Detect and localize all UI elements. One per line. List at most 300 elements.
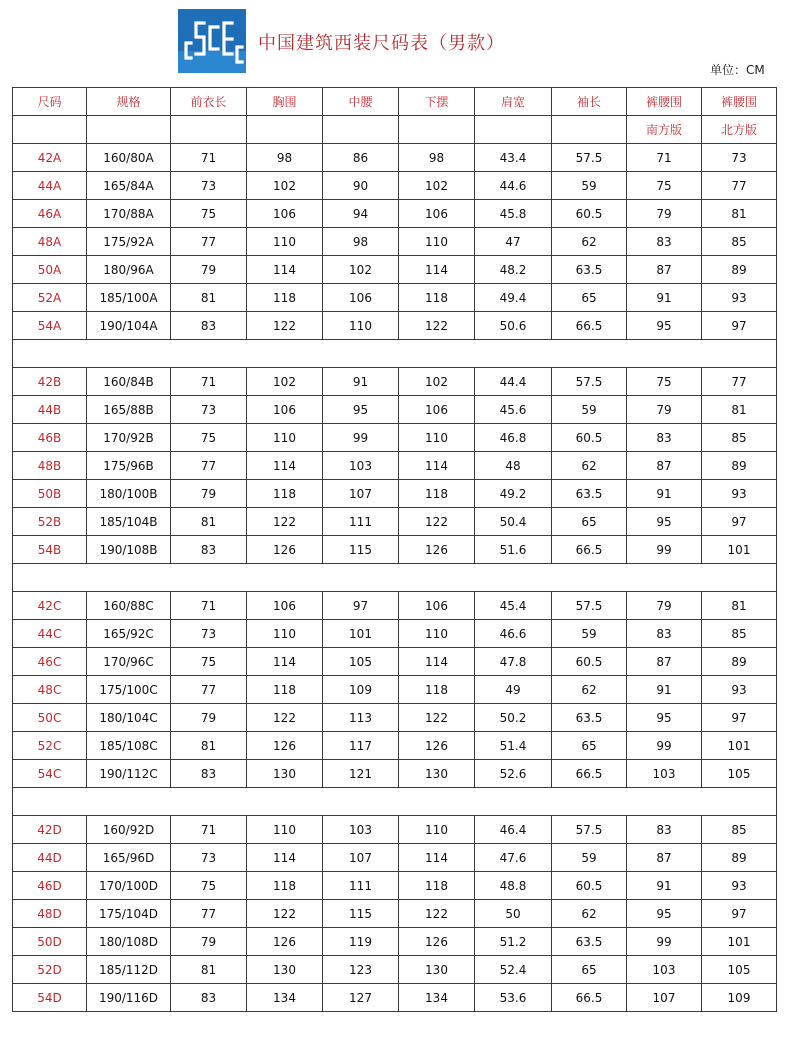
cell-mid-waist: 111: [323, 872, 399, 900]
table-row: [13, 480, 777, 508]
cell-front-length: 83: [171, 984, 247, 1012]
table-row: [13, 900, 777, 928]
cell-sleeve: 66.5: [552, 536, 627, 564]
table-row: [13, 620, 777, 648]
cell-size: 52B: [13, 508, 87, 536]
cell-size: 44D: [13, 844, 87, 872]
cell-mid-waist: 110: [323, 312, 399, 340]
cell-chest: 110: [247, 620, 323, 648]
table-row: [13, 648, 777, 676]
cell-sleeve: 65: [552, 508, 627, 536]
cell-size: 46D: [13, 872, 87, 900]
cell-sleeve: 62: [552, 228, 627, 256]
cell-pants-waist-south: 95: [627, 508, 702, 536]
cell-spec: 170/96C: [87, 648, 171, 676]
cell-front-length: 73: [171, 172, 247, 200]
cell-hem: 118: [399, 676, 475, 704]
cell-chest: 126: [247, 536, 323, 564]
cell-pants-waist-south: 南方版: [627, 116, 702, 144]
cell-pants-waist-south: 95: [627, 900, 702, 928]
cell-pants-waist-south: 99: [627, 732, 702, 760]
cell-shoulder: 47.8: [475, 648, 552, 676]
cell-pants-waist-north: 85: [702, 816, 777, 844]
cell-spec: 180/96A: [87, 256, 171, 284]
cell-pants-waist-south: 83: [627, 424, 702, 452]
cell-chest: 110: [247, 228, 323, 256]
cell-front-length: 75: [171, 872, 247, 900]
cell-front-length: 79: [171, 480, 247, 508]
cell-size: 48C: [13, 676, 87, 704]
cell-size: 尺码: [13, 88, 87, 116]
cell-front-length: 77: [171, 228, 247, 256]
cell-spec: 185/100A: [87, 284, 171, 312]
cell-sleeve: 66.5: [552, 312, 627, 340]
cell-shoulder: 50: [475, 900, 552, 928]
cell-mid-waist: 103: [323, 452, 399, 480]
cell-pants-waist-north: 81: [702, 396, 777, 424]
cell-front-length: 81: [171, 732, 247, 760]
cell-size: 44A: [13, 172, 87, 200]
cell-spec: 175/100C: [87, 676, 171, 704]
cell-pants-waist-north: 97: [702, 312, 777, 340]
cell-front-length: [171, 116, 247, 144]
cell-pants-waist-south: 91: [627, 676, 702, 704]
cell-mid-waist: 115: [323, 900, 399, 928]
cell-chest: 106: [247, 592, 323, 620]
table-row: [13, 256, 777, 284]
cell-hem: 110: [399, 816, 475, 844]
cell-shoulder: 46.8: [475, 424, 552, 452]
cell-mid-waist: 123: [323, 956, 399, 984]
subheader-row: [13, 116, 777, 144]
cell-hem: 114: [399, 844, 475, 872]
cell-size: 46C: [13, 648, 87, 676]
cell-size: [13, 116, 87, 144]
cell-chest: 122: [247, 704, 323, 732]
table-row: [13, 284, 777, 312]
cell-pants-waist-north: 101: [702, 928, 777, 956]
cell-front-length: 79: [171, 928, 247, 956]
cell-pants-waist-south: 87: [627, 256, 702, 284]
table-row: [13, 732, 777, 760]
cell-pants-waist-north: 109: [702, 984, 777, 1012]
cell-pants-waist-south: 87: [627, 844, 702, 872]
cell-pants-waist-north: 97: [702, 508, 777, 536]
page-title: 中国建筑西装尺码表（男款）: [258, 33, 505, 54]
cell-front-length: 73: [171, 396, 247, 424]
size-table: [12, 87, 777, 1012]
cell-spec: 180/108D: [87, 928, 171, 956]
cell-pants-waist-south: 95: [627, 312, 702, 340]
cell-pants-waist-south: 83: [627, 228, 702, 256]
table-row: [13, 424, 777, 452]
cell-spec: 165/96D: [87, 844, 171, 872]
cell-size: 54A: [13, 312, 87, 340]
cell-size: 52A: [13, 284, 87, 312]
cell-sleeve: 62: [552, 676, 627, 704]
cell-size: 48D: [13, 900, 87, 928]
cell-spec: 175/96B: [87, 452, 171, 480]
cell-hem: 122: [399, 900, 475, 928]
cell-spec: 160/88C: [87, 592, 171, 620]
group-separator-row: [13, 788, 777, 816]
cell-pants-waist-south: 99: [627, 928, 702, 956]
cell-pants-waist-north: 101: [702, 732, 777, 760]
cell-front-length: 81: [171, 284, 247, 312]
separator-cell: [13, 340, 777, 368]
cell-pants-waist-north: 101: [702, 536, 777, 564]
cell-mid-waist: 113: [323, 704, 399, 732]
cell-pants-waist-north: 89: [702, 256, 777, 284]
cell-sleeve: 66.5: [552, 984, 627, 1012]
cell-mid-waist: 115: [323, 536, 399, 564]
cell-shoulder: 46.4: [475, 816, 552, 844]
cell-mid-waist: 111: [323, 508, 399, 536]
cell-chest: 118: [247, 872, 323, 900]
cell-hem: [399, 116, 475, 144]
cell-size: 44B: [13, 396, 87, 424]
cell-pants-waist-south: 83: [627, 620, 702, 648]
cell-pants-waist-south: 107: [627, 984, 702, 1012]
cell-mid-waist: 中腰: [323, 88, 399, 116]
cell-pants-waist-south: 裤腰围: [627, 88, 702, 116]
cell-hem: 114: [399, 648, 475, 676]
table-row: [13, 844, 777, 872]
cell-sleeve: 62: [552, 900, 627, 928]
cell-spec: 165/92C: [87, 620, 171, 648]
cell-hem: 130: [399, 760, 475, 788]
cell-front-length: 79: [171, 704, 247, 732]
cell-shoulder: 48: [475, 452, 552, 480]
cell-sleeve: 65: [552, 956, 627, 984]
cell-size: 46A: [13, 200, 87, 228]
cell-pants-waist-north: 105: [702, 956, 777, 984]
cell-sleeve: 60.5: [552, 200, 627, 228]
table-row: [13, 956, 777, 984]
cell-size: 48A: [13, 228, 87, 256]
cell-shoulder: 49: [475, 676, 552, 704]
cell-chest: 106: [247, 200, 323, 228]
cell-hem: 134: [399, 984, 475, 1012]
cell-hem: 106: [399, 396, 475, 424]
cell-front-length: 75: [171, 648, 247, 676]
cell-front-length: 83: [171, 536, 247, 564]
cell-spec: 180/100B: [87, 480, 171, 508]
cell-chest: 110: [247, 424, 323, 452]
cell-pants-waist-north: 93: [702, 676, 777, 704]
cell-sleeve: 65: [552, 284, 627, 312]
cell-hem: 114: [399, 256, 475, 284]
table-row: [13, 760, 777, 788]
cell-pants-waist-north: 93: [702, 480, 777, 508]
cell-pants-waist-north: 93: [702, 284, 777, 312]
cell-spec: 190/112C: [87, 760, 171, 788]
cell-hem: 118: [399, 284, 475, 312]
cell-chest: 118: [247, 676, 323, 704]
cell-pants-waist-south: 79: [627, 396, 702, 424]
cell-hem: 126: [399, 536, 475, 564]
table-row: [13, 928, 777, 956]
cell-pants-waist-south: 87: [627, 452, 702, 480]
table-row: [13, 872, 777, 900]
cell-chest: 130: [247, 760, 323, 788]
cell-shoulder: 46.6: [475, 620, 552, 648]
cell-mid-waist: 107: [323, 480, 399, 508]
cell-pants-waist-north: 81: [702, 200, 777, 228]
cell-front-length: 83: [171, 312, 247, 340]
cell-size: 54C: [13, 760, 87, 788]
table-row: [13, 816, 777, 844]
cell-shoulder: 48.8: [475, 872, 552, 900]
cell-mid-waist: 103: [323, 816, 399, 844]
cell-sleeve: 63.5: [552, 256, 627, 284]
cell-spec: 160/84B: [87, 368, 171, 396]
cell-hem: 118: [399, 480, 475, 508]
cell-sleeve: 63.5: [552, 704, 627, 732]
cell-pants-waist-south: 71: [627, 144, 702, 172]
cell-mid-waist: 101: [323, 620, 399, 648]
cell-shoulder: 44.4: [475, 368, 552, 396]
cell-chest: 122: [247, 900, 323, 928]
group-separator-row: [13, 564, 777, 592]
cell-shoulder: 53.6: [475, 984, 552, 1012]
cell-pants-waist-south: 87: [627, 648, 702, 676]
cell-mid-waist: 91: [323, 368, 399, 396]
cell-hem: 98: [399, 144, 475, 172]
cell-mid-waist: 90: [323, 172, 399, 200]
cell-hem: 126: [399, 928, 475, 956]
cell-chest: 126: [247, 732, 323, 760]
cell-hem: 110: [399, 620, 475, 648]
cell-sleeve: 66.5: [552, 760, 627, 788]
cell-hem: 下摆: [399, 88, 475, 116]
table-row: [13, 536, 777, 564]
cell-shoulder: 52.6: [475, 760, 552, 788]
cell-spec: 170/88A: [87, 200, 171, 228]
table-row: [13, 312, 777, 340]
cell-spec: 190/104A: [87, 312, 171, 340]
cell-sleeve: 59: [552, 396, 627, 424]
cell-chest: 102: [247, 368, 323, 396]
cell-shoulder: 49.2: [475, 480, 552, 508]
cell-pants-waist-north: 93: [702, 872, 777, 900]
cell-front-length: 77: [171, 452, 247, 480]
cell-pants-waist-north: 97: [702, 900, 777, 928]
cell-pants-waist-south: 103: [627, 760, 702, 788]
cell-pants-waist-north: 77: [702, 368, 777, 396]
unit-label: 单位：CM: [710, 63, 765, 77]
cell-front-length: 75: [171, 424, 247, 452]
cell-spec: 180/104C: [87, 704, 171, 732]
cell-pants-waist-south: 103: [627, 956, 702, 984]
cell-pants-waist-north: 85: [702, 228, 777, 256]
group-separator-row: [13, 340, 777, 368]
cell-pants-waist-north: 81: [702, 592, 777, 620]
cell-front-length: 73: [171, 844, 247, 872]
cell-size: 54B: [13, 536, 87, 564]
cell-spec: 175/104D: [87, 900, 171, 928]
cell-chest: 126: [247, 928, 323, 956]
cell-shoulder: 44.6: [475, 172, 552, 200]
cell-sleeve: 57.5: [552, 816, 627, 844]
cell-hem: 122: [399, 704, 475, 732]
cell-pants-waist-south: 91: [627, 284, 702, 312]
cell-size: 48B: [13, 452, 87, 480]
cell-spec: [87, 116, 171, 144]
cell-pants-waist-north: 77: [702, 172, 777, 200]
cell-mid-waist: 94: [323, 200, 399, 228]
cell-chest: 114: [247, 648, 323, 676]
cell-sleeve: 65: [552, 732, 627, 760]
cell-mid-waist: 121: [323, 760, 399, 788]
cell-sleeve: 57.5: [552, 592, 627, 620]
cell-mid-waist: 106: [323, 284, 399, 312]
cell-pants-waist-north: 89: [702, 648, 777, 676]
header-row: [13, 88, 777, 116]
cell-pants-waist-south: 75: [627, 172, 702, 200]
cell-mid-waist: 127: [323, 984, 399, 1012]
cell-spec: 190/108B: [87, 536, 171, 564]
cell-hem: 114: [399, 452, 475, 480]
cell-chest: 胸围: [247, 88, 323, 116]
cell-spec: 185/112D: [87, 956, 171, 984]
cell-front-length: 81: [171, 956, 247, 984]
cell-shoulder: 45.6: [475, 396, 552, 424]
cell-mid-waist: 95: [323, 396, 399, 424]
cell-sleeve: 57.5: [552, 368, 627, 396]
cell-shoulder: 50.2: [475, 704, 552, 732]
cell-hem: 130: [399, 956, 475, 984]
cell-sleeve: 63.5: [552, 480, 627, 508]
cell-hem: 122: [399, 508, 475, 536]
cell-shoulder: 肩宽: [475, 88, 552, 116]
cell-sleeve: 59: [552, 844, 627, 872]
cell-chest: 118: [247, 480, 323, 508]
cell-sleeve: 60.5: [552, 424, 627, 452]
cell-sleeve: 62: [552, 452, 627, 480]
cell-mid-waist: [323, 116, 399, 144]
cell-mid-waist: 102: [323, 256, 399, 284]
cell-front-length: 71: [171, 816, 247, 844]
table-row: [13, 396, 777, 424]
cell-shoulder: 49.4: [475, 284, 552, 312]
cell-mid-waist: 86: [323, 144, 399, 172]
cell-size: 52C: [13, 732, 87, 760]
cell-size: 44C: [13, 620, 87, 648]
cell-pants-waist-north: 73: [702, 144, 777, 172]
table-row: [13, 676, 777, 704]
table-row: [13, 144, 777, 172]
cell-front-length: 71: [171, 368, 247, 396]
cell-spec: 170/100D: [87, 872, 171, 900]
cell-spec: 170/92B: [87, 424, 171, 452]
cell-size: 42D: [13, 816, 87, 844]
cell-spec: 规格: [87, 88, 171, 116]
cell-spec: 185/108C: [87, 732, 171, 760]
table-row: [13, 228, 777, 256]
cell-shoulder: 47.6: [475, 844, 552, 872]
cell-sleeve: 57.5: [552, 144, 627, 172]
cell-chest: 102: [247, 172, 323, 200]
cell-shoulder: 51.4: [475, 732, 552, 760]
cell-size: 42C: [13, 592, 87, 620]
cell-front-length: 75: [171, 200, 247, 228]
cell-front-length: 83: [171, 760, 247, 788]
cell-sleeve: [552, 116, 627, 144]
cell-front-length: 77: [171, 676, 247, 704]
cell-front-length: 前衣长: [171, 88, 247, 116]
cell-size: 50D: [13, 928, 87, 956]
cell-pants-waist-north: 89: [702, 844, 777, 872]
cell-sleeve: 60.5: [552, 648, 627, 676]
cell-chest: 118: [247, 284, 323, 312]
cell-pants-waist-south: 83: [627, 816, 702, 844]
cell-hem: 122: [399, 312, 475, 340]
cell-hem: 118: [399, 872, 475, 900]
cell-hem: 106: [399, 200, 475, 228]
cell-size: 42A: [13, 144, 87, 172]
cell-pants-waist-north: 85: [702, 424, 777, 452]
cell-spec: 185/104B: [87, 508, 171, 536]
cell-front-length: 81: [171, 508, 247, 536]
cell-front-length: 71: [171, 144, 247, 172]
cell-chest: 114: [247, 256, 323, 284]
cell-chest: [247, 116, 323, 144]
cell-chest: 114: [247, 844, 323, 872]
cell-pants-waist-north: 北方版: [702, 116, 777, 144]
cell-hem: 110: [399, 228, 475, 256]
cell-mid-waist: 109: [323, 676, 399, 704]
cell-mid-waist: 99: [323, 424, 399, 452]
cell-pants-waist-north: 85: [702, 620, 777, 648]
cell-size: 46B: [13, 424, 87, 452]
cell-size: 42B: [13, 368, 87, 396]
cell-shoulder: 43.4: [475, 144, 552, 172]
cell-hem: 102: [399, 368, 475, 396]
cell-pants-waist-north: 裤腰围: [702, 88, 777, 116]
cell-chest: 106: [247, 396, 323, 424]
cell-spec: 165/84A: [87, 172, 171, 200]
cell-shoulder: 48.2: [475, 256, 552, 284]
cell-hem: 106: [399, 592, 475, 620]
cell-mid-waist: 117: [323, 732, 399, 760]
table-row: [13, 452, 777, 480]
cell-sleeve: 63.5: [552, 928, 627, 956]
cell-sleeve: 59: [552, 172, 627, 200]
table-row: [13, 172, 777, 200]
cell-spec: 175/92A: [87, 228, 171, 256]
cell-chest: 110: [247, 816, 323, 844]
table-row: [13, 592, 777, 620]
cell-size: 50B: [13, 480, 87, 508]
cell-front-length: 73: [171, 620, 247, 648]
cell-shoulder: 50.4: [475, 508, 552, 536]
cell-shoulder: 50.6: [475, 312, 552, 340]
cell-chest: 98: [247, 144, 323, 172]
cell-pants-waist-north: 89: [702, 452, 777, 480]
cell-chest: 130: [247, 956, 323, 984]
cell-chest: 134: [247, 984, 323, 1012]
cell-pants-waist-south: 99: [627, 536, 702, 564]
cell-pants-waist-south: 95: [627, 704, 702, 732]
cell-pants-waist-north: 97: [702, 704, 777, 732]
cell-spec: 190/116D: [87, 984, 171, 1012]
cell-shoulder: 47: [475, 228, 552, 256]
separator-cell: [13, 564, 777, 592]
cell-shoulder: [475, 116, 552, 144]
table-row: [13, 508, 777, 536]
cell-mid-waist: 107: [323, 844, 399, 872]
